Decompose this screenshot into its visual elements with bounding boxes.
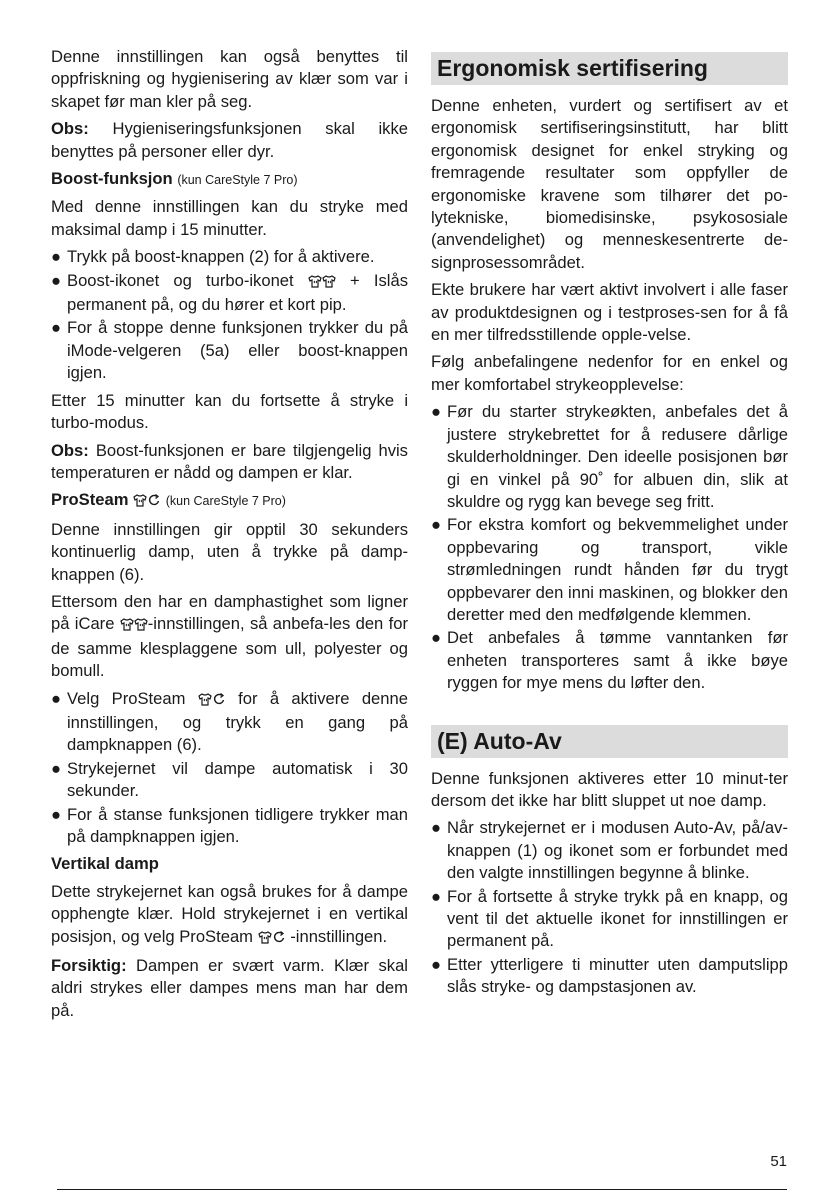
caution-text: Dampen er svært varm. Klær skal aldri strykes eller dampes mens man har dem på. xyxy=(51,956,408,1020)
auto-list xyxy=(431,817,788,998)
list-item: ● Det anbefales å tømme vanntanken før enheten transporteres samt å ikke bøye ryggen for mye mens du løfter den. xyxy=(431,628,788,693)
prosteam-p2: Ettersom den har en damphastighet som ligner på iCare -innstillingen, så anbefa-les den for de samme klesplaggene som ull, polyester og bomull. xyxy=(51,591,408,681)
list-item: ● For å fortsette å stryke trykk på en knapp, og vent til det aktuelle ikonet for innstillingen er permanent på. xyxy=(431,886,788,951)
list-item: ● Boost-ikonet og turbo-ikonet + Islås permanent på, og du hører et kort pip. xyxy=(51,270,408,315)
obs-text: Hygieniseringsfunksjonen skal ikke benyttes på personer eller dyr. xyxy=(51,119,408,161)
list-item: ● For å stanse funksjonen tidligere trykker man på dampknappen igjen. xyxy=(51,804,408,846)
list-item: ● For ekstra komfort og bekvemmelighet under oppbevaring og transport, vikle strømledningen rundt hånden før du trygt oppbevarer den inni maskinen, og blokker den deretter med den medfølgende klemmen. xyxy=(431,515,788,624)
list-item: ● Før du starter strykeøkten, anbefales det å justere strykebrettet for å redusere dårlige skulderholdninger. Den ideelle posisjonen bør gi en vinkel på 90˚ for albuen din, slik at skuldre og rygg kan bevege seg fritt. xyxy=(431,402,788,511)
list-item: ● Velg ProSteam for å aktivere denne innstillingen, og trykk en gang på dampknappen (6). xyxy=(51,688,408,755)
section-heading-ergonomic: Ergonomisk sertifisering xyxy=(431,52,788,85)
left-column xyxy=(51,46,408,1027)
section-heading-auto-off: (E) Auto-Av xyxy=(431,725,788,758)
ergo-p1: Denne enheten, vurdert og sertifisert av et ergonomisk sertifiseringsinstitutt, har blitt ergonomisk designet for enkel stryking og fremragende resultater som oppfyller de ergonomiske kravene som tilhører det po-lytekniske, biomedisinske, psykososiale (anvendelighet) og menneskesentrerte de-signprosessområdet. xyxy=(431,96,788,272)
steam-shirt-icon xyxy=(120,615,134,637)
prosteam-heading-title: ProSteam xyxy=(51,490,129,510)
boost-list xyxy=(51,246,408,384)
cycle-arrow-icon xyxy=(272,928,286,950)
prosteam-heading-note: (kun CareStyle 7 Pro) xyxy=(165,494,286,509)
obs-label: Obs: xyxy=(51,119,89,139)
list-item: ● Etter ytterligere ti minutter uten damputslipp slås stryke- og dampstasjonen av. xyxy=(431,954,788,997)
list-item: ● Trykk på boost-knappen (2) for å aktivere. xyxy=(51,247,375,267)
boost-heading-note: (kun CareStyle 7 Pro) xyxy=(177,173,298,188)
ergo-list xyxy=(431,401,788,694)
steam-shirt-icon xyxy=(134,615,148,637)
list-item: ● Strykejernet vil dampe automatisk i 30 sekunder. xyxy=(51,758,408,801)
ergo-p2: Ekte brukere har vært aktivt involvert i alle faser av produktdesignen og i testproses-sen for å få en mer tilfredsstillende opple-velse. xyxy=(431,280,788,345)
obs-note-boost xyxy=(51,440,408,485)
page-number: 51 xyxy=(770,1153,787,1170)
obs-label: Obs: xyxy=(51,440,89,460)
steam-shirt-icon xyxy=(308,272,322,294)
vertical-heading: Vertikal damp xyxy=(51,854,159,874)
steam-shirt-icon xyxy=(133,491,147,513)
boost-intro: Med denne innstillingen kan du stryke med maksimal damp i 15 minutter. xyxy=(51,197,408,239)
cycle-arrow-icon xyxy=(212,690,226,712)
prosteam-list xyxy=(51,688,408,849)
obs-note-hygiene xyxy=(51,118,408,163)
vertical-paragraph: Dette strykejernet kan også brukes for å dampe opphengte klær. Hold strykejernet i en vertikal posisjon, og velg ProSteam -innstillingen. xyxy=(51,881,408,950)
footer-divider xyxy=(57,1189,787,1190)
prosteam-p1: Denne innstillingen gir opptil 30 sekunders kontinuerlig damp, uten å trykke på damp-knappen (6). xyxy=(51,519,408,584)
boost-heading xyxy=(51,168,408,191)
cycle-arrow-icon xyxy=(147,491,161,513)
right-column xyxy=(431,46,788,1004)
auto-p1: Denne funksjonen aktiveres etter 10 minut-ter dersom det ikke har blitt sluppet ut noe damp. xyxy=(431,768,788,810)
caution-note xyxy=(51,955,408,1022)
steam-shirt-icon xyxy=(258,928,272,950)
ergo-p3: Følg anbefalingene nedenfor for en enkel og mer komfortabel strykeopplevelse: xyxy=(431,352,788,394)
intro-paragraph: Denne innstillingen kan også benyttes til oppfriskning og hygienisering av klær som var i skapet før man kler på seg. xyxy=(51,47,408,111)
steam-shirt-icon xyxy=(198,690,212,712)
list-item: ● Når strykejernet er i modusen Auto-Av, på/av-knappen (1) og ikonet som er forbundet med den valgte innstillingen begynne å blinke. xyxy=(431,818,788,883)
boost-heading-title: Boost-funksjon xyxy=(51,169,173,189)
caution-label: Forsiktig: xyxy=(51,956,127,976)
obs-text: Boost-funksjonen er bare tilgjengelig hvis temperaturen er nådd og dampen er klar. xyxy=(51,440,408,482)
boost-after: Etter 15 minutter kan du fortsette å stryke i turbo-modus. xyxy=(51,390,408,433)
list-item: ● For å stoppe denne funksjonen trykker du på iMode-velgeren (5a) eller boost-knappen igjen. xyxy=(51,318,408,383)
steam-shirt-icon xyxy=(322,272,336,294)
prosteam-heading xyxy=(51,489,408,513)
